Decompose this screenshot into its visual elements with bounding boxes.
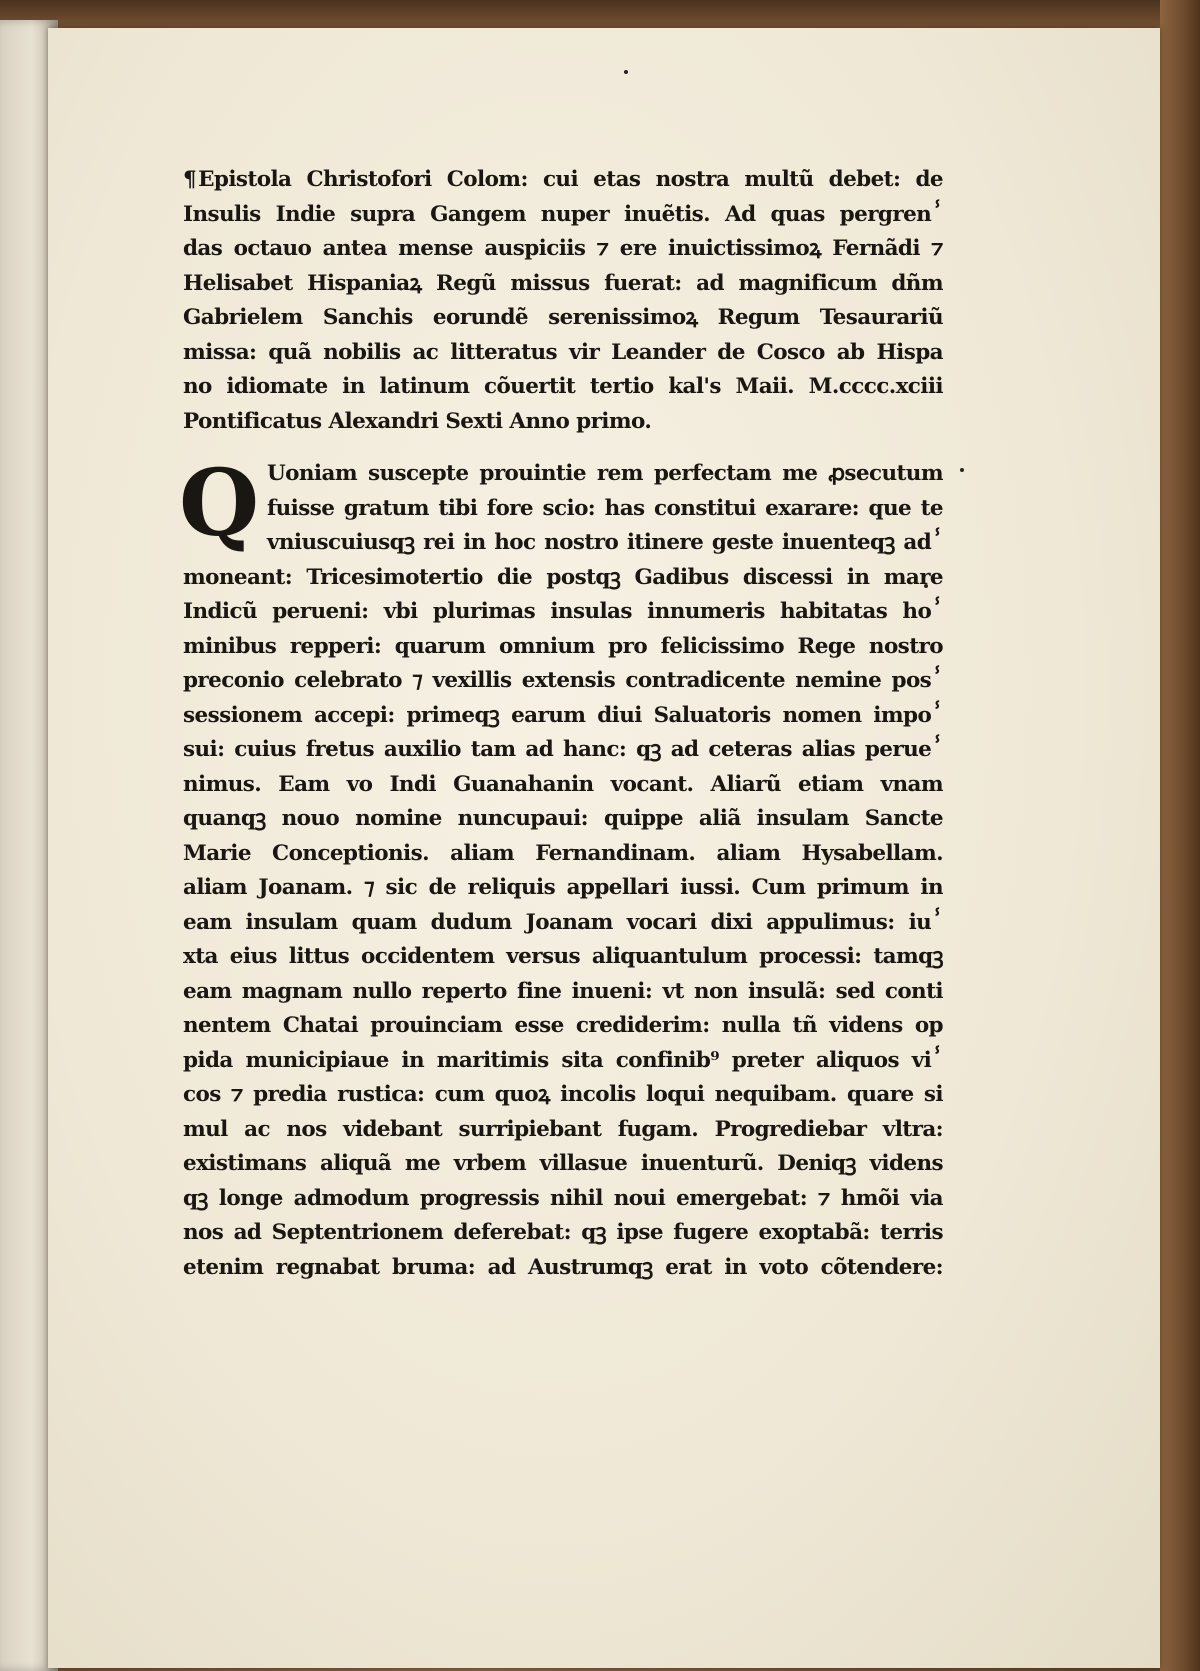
- pilcrow-mark: ¶: [183, 167, 197, 192]
- body-line: sui: cuius fretus auxilio tam ad hanc: qꝫ ad ceteras alias perueⸯ: [183, 737, 943, 762]
- body-line: aliam Joanam. ⁊ sic de reliquis appellari iussi. Cum primum in: [183, 875, 943, 900]
- body-line: xta eius littus occidentem versus aliquantulum processi: tamqꝫ: [183, 944, 943, 969]
- body-line: pida municipiaue in maritimis sita confinib⁹ preter aliquos viⸯ: [183, 1047, 943, 1073]
- body-line: etenim regnabat bruma: ad Austrumqꝫ erat in voto cõtendere:: [183, 1254, 943, 1280]
- binding-top-edge: [0, 0, 1200, 30]
- title-paragraph: [183, 163, 943, 439]
- body-line: eam insulam quam dudum Joanam vocari dixi appulimus: iuⸯ: [183, 909, 943, 935]
- body-line: vniuscuiusqꝫ rei in hoc nostro itinere geste inuenteqꝫ adⸯ: [267, 530, 943, 555]
- body-paragraph: [179, 449, 943, 1285]
- body-line: minibus repperi: quarum omnium pro felicissimo Rege nostro: [183, 633, 943, 659]
- body-line: sessionem accepi: primeqꝫ earum diui Saluatoris nomen impoⸯ: [183, 702, 943, 728]
- heading-line: ¶Epistola Christofori Colom: cui etas nostra multũ debet: de: [183, 167, 943, 192]
- body-line: existimans aliquã me vrbem villasue inuenturũ. Deniqꝫ videns: [183, 1151, 943, 1176]
- ink-speck: [960, 468, 964, 472]
- heading-line: das octauo antea mense auspiciis ⁊ ere inuictissimoꝝ Fernãdi ⁊: [183, 236, 943, 261]
- body-line: nos ad Septentrionem deferebat: qꝫ ipse fugere exoptabã: terris: [183, 1220, 943, 1245]
- body-line: fuisse gratum tibi fore scio: has constitui exarare: que te: [267, 495, 943, 521]
- body-line: mul ac nos videbant surripiebant fugam. Progrediebar vltra:: [183, 1116, 943, 1142]
- heading-line: Pontificatus Alexandri Sexti Anno primo.: [183, 408, 652, 434]
- body-line: cos ⁊ predia rustica: cum quoꝝ incolis loqui nequibam. quare si: [183, 1082, 943, 1107]
- body-line: nimus. Eam vo Indi Guanahanin vocant. Aliarũ etiam vnam: [183, 771, 943, 797]
- heading-line: Gabrielem Sanchis eorundẽ serenissimoꝝ Regum Tesaurariũ: [183, 305, 943, 330]
- heading-line: no idiomate in latinum cõuertit tertio kal's Maii. M.cccc.xciii: [183, 374, 943, 399]
- drop-cap-initial: Q: [179, 449, 260, 557]
- ink-speck: [624, 70, 628, 74]
- binding-right-edge: [1160, 0, 1200, 1671]
- body-line: qꝫ longe admodum progressis nihil noui emergebat: ⁊ hmõi via: [183, 1185, 943, 1211]
- letter-text: [179, 163, 943, 1285]
- body-line: Marie Conceptionis. aliam Fernandinam. aliam Hysabellam.: [183, 840, 943, 866]
- body-line: Indicũ perueni: vbi plurimas insulas innumeris habitatas hoⸯ: [183, 599, 943, 624]
- body-line: moneant: Tricesimotertio die postqꝫ Gadibus discessi in mare: [183, 564, 943, 590]
- body-line: preconio celebrato ⁊ vexillis extensis contradicente nemine posⸯ: [183, 668, 943, 693]
- body-line: quanqꝫ nouo nomine nuncupaui: quippe aliã insulam Sancte: [183, 806, 943, 831]
- heading-line: missa: quã nobilis ac litteratus vir Leander de Cosco ab Hispa: [183, 339, 943, 365]
- body-line: eam magnam nullo reperto fine inueni: vt non insulã: sed conti: [183, 978, 943, 1004]
- body-line: nentem Chatai prouinciam esse crediderim: nulla tñ videns op: [183, 1013, 943, 1038]
- heading-line: Insulis Indie supra Gangem nuper inuẽtis. Ad quas pergrenⸯ: [183, 201, 943, 227]
- body-line: Uoniam suscepte prouintie rem perfectam me ꝓsecutum: [267, 461, 943, 486]
- heading-line: Helisabet Hispaniaꝝ Regũ missus fuerat: ad magnificum dñm: [183, 270, 943, 296]
